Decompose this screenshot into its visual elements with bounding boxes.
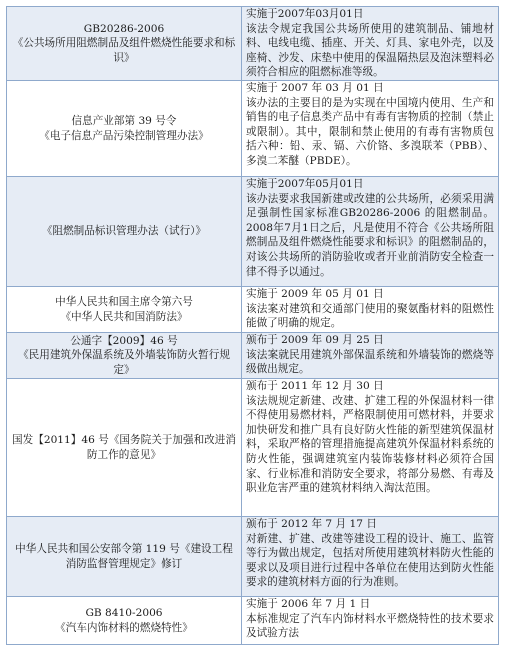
table-row <box>7 597 499 645</box>
effective-date: 实施于 2009 年 05 月 01 日 <box>246 288 384 300</box>
regulations-table <box>6 6 499 645</box>
effective-date: 实施于2007年03月01日 <box>246 8 364 20</box>
regulation-description: 该法案就民用建筑外部保温系统和外墙装饰的燃烧等级做出规定。 <box>246 348 494 376</box>
regulation-name-cell <box>7 333 242 379</box>
regulation-title: 《汽车内饰材料的燃烧特性》 <box>55 621 193 634</box>
table-row <box>7 81 499 177</box>
regulation-detail-cell <box>242 177 499 287</box>
effective-date: 实施于2007年05月01日 <box>246 178 364 190</box>
regulation-detail-cell <box>242 517 499 597</box>
regulation-name-cell <box>7 517 242 597</box>
regulation-title: 《民用建筑外保温系统及外墙装饰防火暂行规定》 <box>18 349 230 376</box>
regulation-name-cell <box>7 177 242 287</box>
table-row <box>7 7 499 81</box>
regulation-code: 信息产业部第 39 号令 <box>71 114 177 127</box>
regulation-code: 公通字【2009】46 号 <box>70 334 178 347</box>
regulation-code: GB 8410-2006 <box>85 606 163 619</box>
regulation-detail-cell <box>242 597 499 645</box>
table-row <box>7 333 499 379</box>
regulation-code: GB20286-2006 <box>83 22 165 35</box>
regulation-description: 对新建、扩建、改建等建设工程的设计、施工、监管等行为做出规定，包括对所使用建筑材料防火性能的要求以及项目进行过程中各单位在使用达到防火性能要求的建筑材料方面的行为准则。 <box>246 532 494 589</box>
regulation-name-cell <box>7 7 242 81</box>
regulation-description: 该法规规定新建、改建、扩建工程的外保温材料一律不得使用易燃材料，严格限制使用可燃材料，并要求加快研发和推广具有良好防火性能的新型建筑保温材料，采取严格的管理措施提高建筑外保温材料系统的防火性能，强调建筑室内装饰装修材料必须符合国家、行业标准和消防安全要求，将部分易燃、有毒及职业危害严重的建筑材料纳入淘汰范围。 <box>246 394 494 495</box>
table-row <box>7 177 499 287</box>
regulation-description: 该法案对建筑和交通部门使用的聚氨酯材料的阻燃性能做了明确的规定。 <box>246 302 494 330</box>
regulation-title: 《公共场所用阻燃制品及组件燃烧性能要求和标识》 <box>12 37 236 64</box>
regulation-description: 该法令规定我国公共场所使用的建筑制品、铺地材料、电线电缆、插座、开关、灯具、家电外壳，以及座椅、沙发、床垫中使用的保温隔热层及泡沫塑料必须符合相应的阻燃标准等级。 <box>246 22 494 79</box>
regulation-title: 《电子信息产品污染控制管理办法》 <box>39 129 209 142</box>
regulation-title: 中华人民共和国公安部令第 119 号《建设工程消防监督管理规定》修订 <box>15 542 233 570</box>
regulation-name-cell <box>7 81 242 177</box>
regulation-code: 中华人民共和国主席令第六号 <box>55 295 193 308</box>
regulation-detail-cell <box>242 7 499 81</box>
regulation-title: 国发【2011】46 号《国务院关于加强和改进消防工作的意见》 <box>12 433 236 461</box>
effective-date: 实施于 2006 年 7 月 1 日 <box>246 598 371 610</box>
regulation-description: 该办法的主要目的是为实现在中国境内使用、生产和销售的电子信息类产品中有毒有害物质的控制（禁止或限制）。其中，限制和禁止使用的有毒有害物质包括六种：铅、汞、镉、六价铬、多溴联苯（PBB）、多溴二苯醚（PBDE）。 <box>246 96 494 167</box>
table-row <box>7 379 499 517</box>
regulation-title: 《中华人民共和国消防法》 <box>60 310 188 323</box>
effective-date: 颁布于 2011 年 12 月 30 日 <box>246 380 384 392</box>
regulation-description: 本标准规定了汽车内饰材料水平燃烧特性的技术要求及试验方法 <box>246 612 494 640</box>
regulation-name-cell <box>7 287 242 333</box>
regulation-detail-cell <box>242 287 499 333</box>
regulation-name-cell <box>7 597 242 645</box>
effective-date: 实施于 2007 年 03 月 01 日 <box>246 82 384 94</box>
regulation-description: 该办法要求我国新建或改建的公共场所，必须采用满足强制性国家标准GB20286-2006 的阻燃制品。2008年7月1日之后，凡是使用不符合《公共场所阻燃制品及组件燃烧性能要求和标识》的阻燃制品的，对该公共场所的消防验收或者开业前消防安全检查一律不得予以通过。 <box>246 192 494 278</box>
effective-date: 颁布于 2009 年 09 月 25 日 <box>246 334 384 346</box>
effective-date: 颁布于 2012 年 7 月 17 日 <box>246 518 377 530</box>
regulation-detail-cell <box>242 81 499 177</box>
regulation-detail-cell <box>242 333 499 379</box>
table-row <box>7 517 499 597</box>
regulation-title: 《阻燃制品标识管理办法（试行）》 <box>41 225 207 238</box>
table-row <box>7 287 499 333</box>
regulation-name-cell <box>7 379 242 517</box>
regulation-detail-cell <box>242 379 499 517</box>
